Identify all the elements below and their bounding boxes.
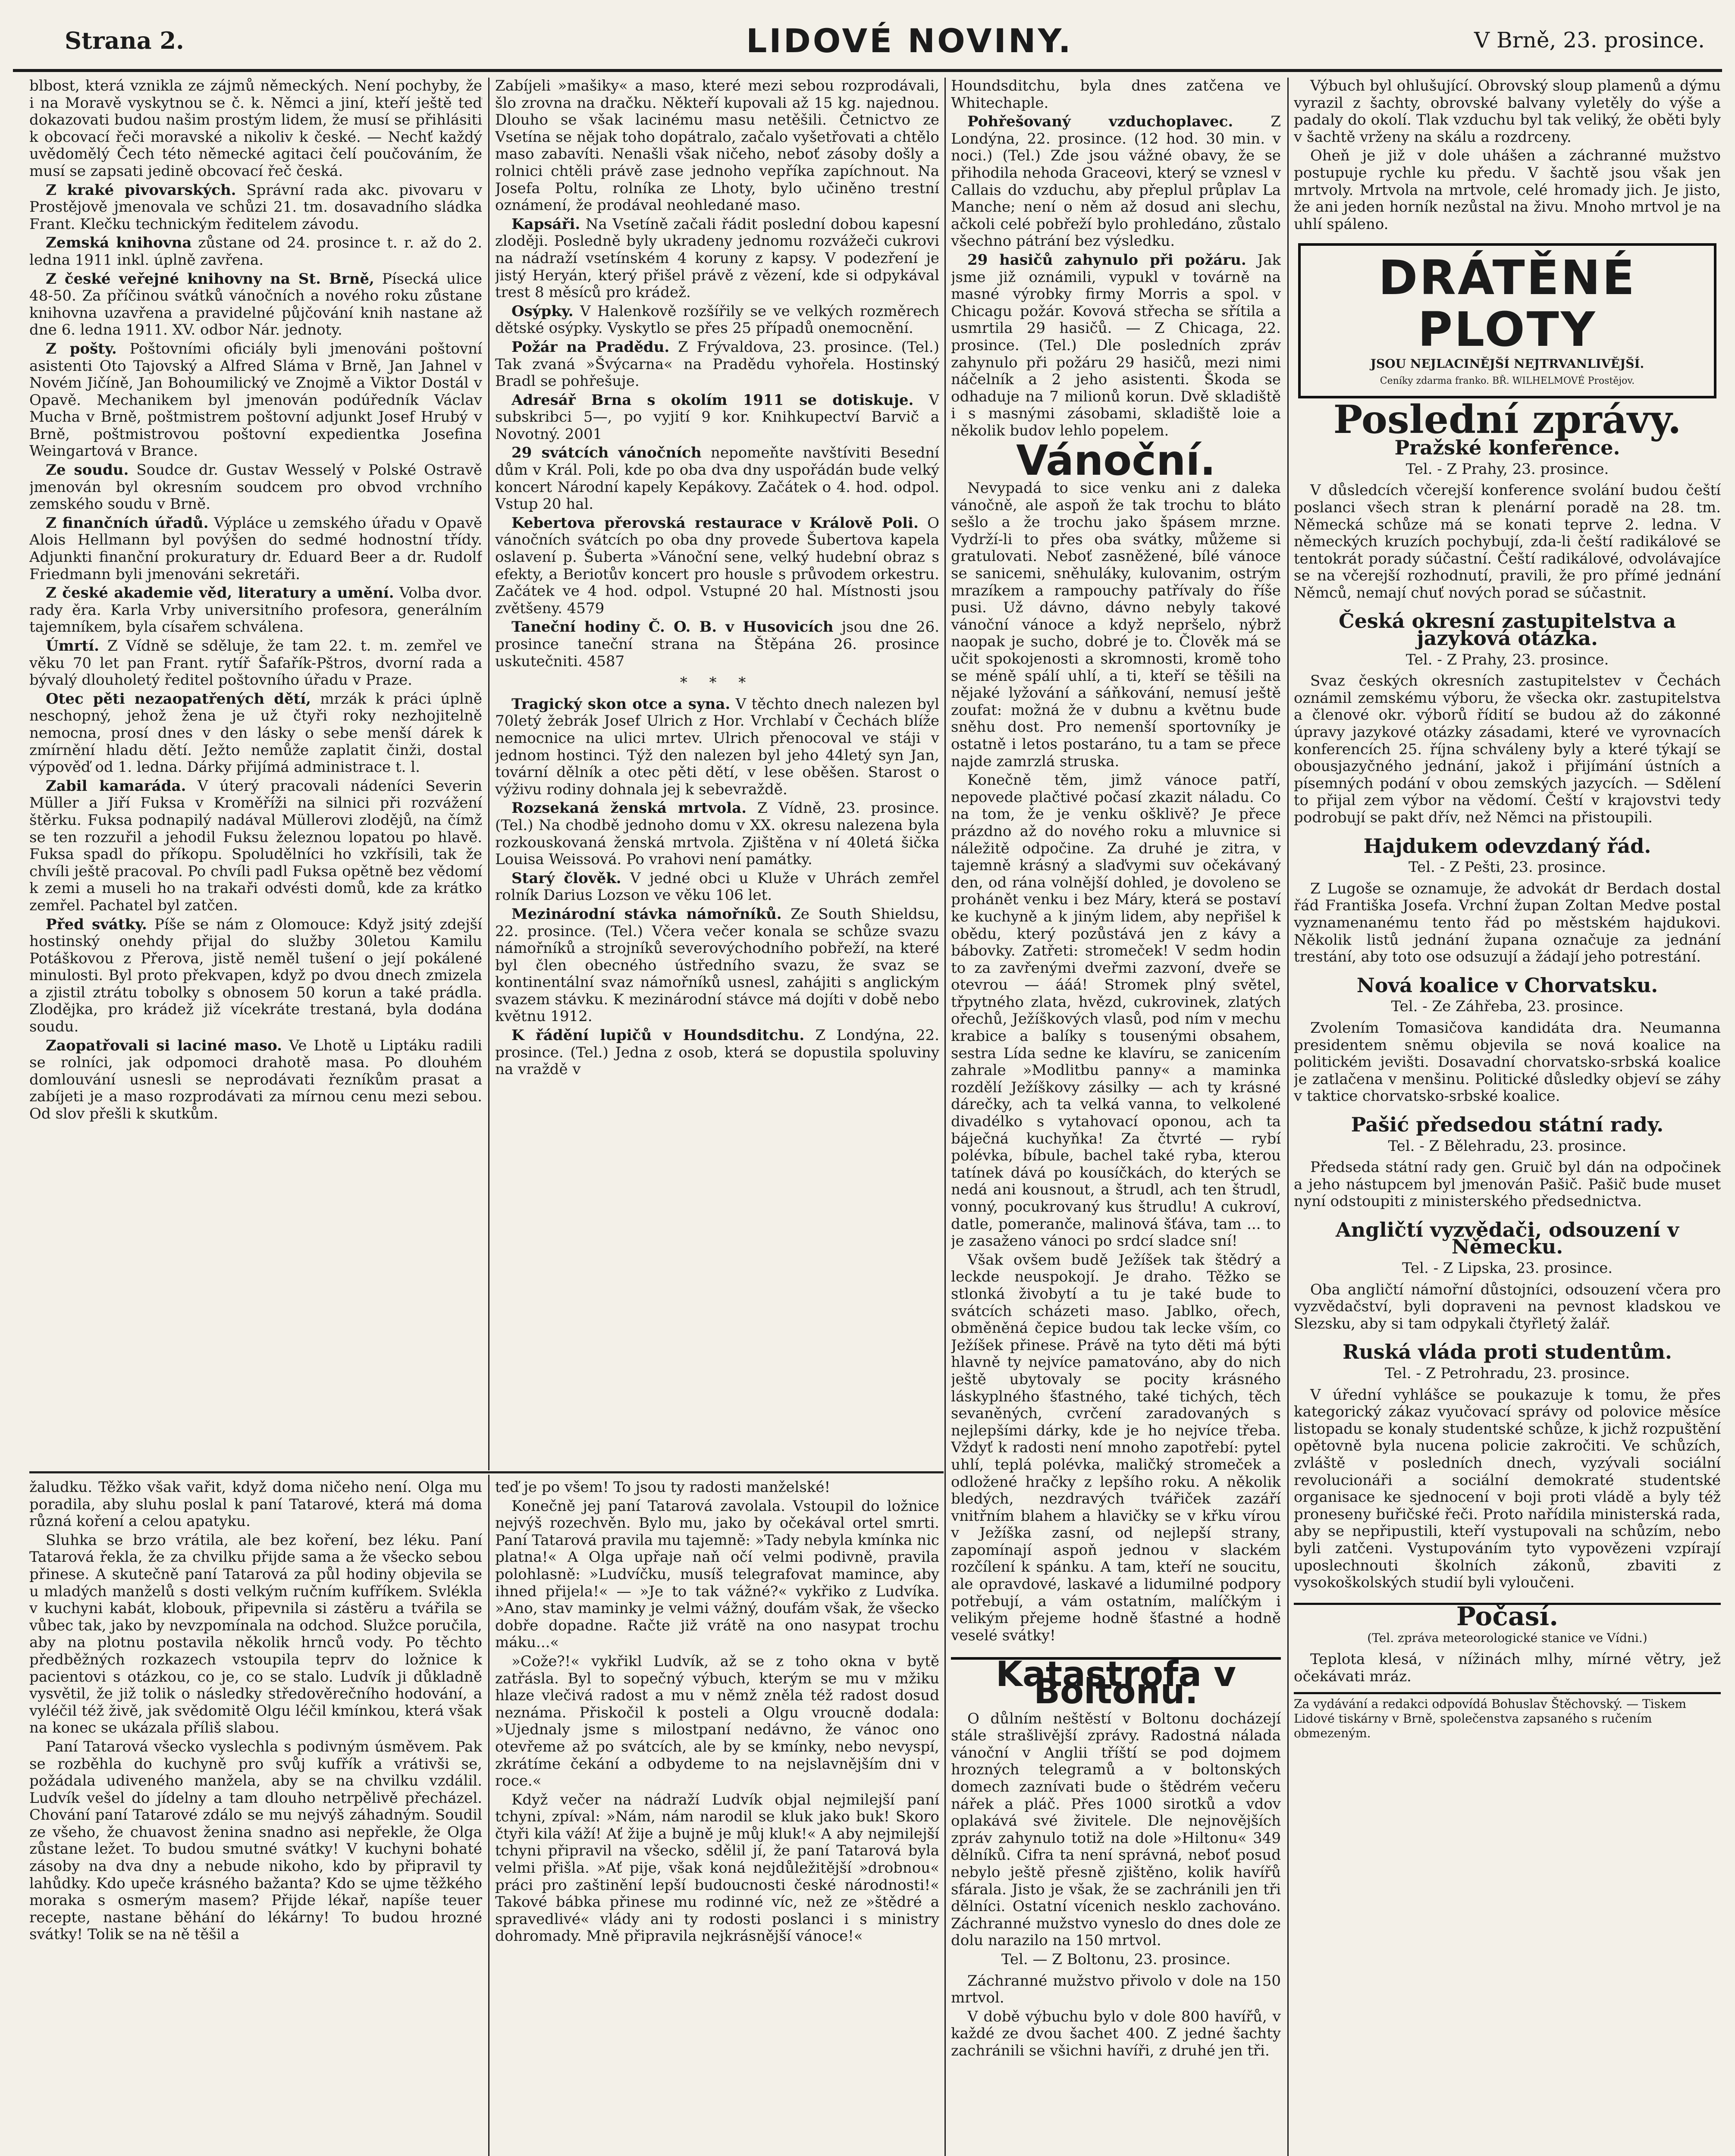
article-text: blbost, která vznikla ze zájmů německých. Není pochyby, že i na Moravě vyskytnou se č. k. Němci a jiní, kteří ještě teď dokazovati budou našim prostým lidem, že musí se přihlásiti k obcovací řeči moravské a nikoliv k české. — Nechť každý uvědomělý Čech této německé agitaci čelí poučováním, že musí se zapsati jedině obcovací řeč česká. (29, 78, 482, 180)
article-headline: Zabil kamaráda. (46, 777, 186, 795)
news-headline: Pražské konference. (1394, 436, 1620, 460)
article-text (495, 339, 939, 390)
article-text: Houndsditchu, byla dnes zatčena ve Whitechaple. (951, 78, 1281, 112)
article-text: O důlním neštěstí v Boltonu docházejí stále strašlivější zprávy. Radostná nálada vánoční v Anglii tříští se pod dojmem hrozných telegramů a v boltonských domech zaznívati bude o štědrém večeru nářek a pláč. Přes 1000 sirotků a vdov oplakává své živitele. Dle nejnovějších zpráv zahynulo totiž na dole »Hiltonu« 349 dělníků. Cifra ta není správná, neboť posud nebylo ještě přesně zjištěno, kolik havířů sfárala. Jisto je však, že se zachránili jen tři dělníci. Ostatní vícenich nesklo zachováno. Záchranné mužstvo vyneslo do dnes dole ze dolu narazilo na 150 mrtvol. (951, 1710, 1281, 1949)
article-text (29, 638, 482, 689)
news-body: V důsledcích včerejší konference svolání budou čeští poslanci všech stran k plenární poradě na 28. tm. Německá schůze má se konati teprve 2. ledna. V německých kruzích pochybují, zda-li čeští radikálové se tentokrát porady súčastní. Čeští radikálové, odvolávajíce se na včerejší rozhodnutí, pravili, že pro přímé jednání Němců, nemají chuť nových porad se súčastnit. (1294, 482, 1721, 602)
article-headline: Tragický skon otce a syna. (511, 695, 731, 713)
article-headline: Před svátky. (46, 915, 147, 933)
article-body: Z Vídně se sděluje, že tam 22. t. m. zemřel ve věku 70 let pan Frant. rytíř Šafařík-Pštros, dvorní rada a bývalý dlouholetý ředitel poštovního úřadu v Praze. (29, 637, 482, 689)
article-text (495, 392, 939, 443)
article-text (29, 778, 482, 915)
news-body: Oba angličtí námořní důstojníci, odsouzení včera pro vyzvědačství, byli dopraveni na pevnost kladskou ve Slezsku, aby si tam odpykali čtyřletý žalář. (1294, 1281, 1721, 1332)
article-body: Píše se nám z Olomouce: Když jsitý zdejší hostinský onehdy přijal do služby 30letou Kamilu Potáškovou z Přerova, jistě neměl tušení o její pokálené minulosti. Byl proto překvapen, když po dvou dnech zmizela a zjistil ztrátu tobolky s obnosem 50 korun a také prádla. Zlodějka, pro krádež již vícekráte trestaná, byla dodána soudu. (29, 915, 482, 1036)
feuilleton-text: Sluhka se brzo vrátila, ale bez koření, bez léku. Paní Tatarová řekla, že za chvilku přijde sama a že všecko sebou přinese. A skutečně paní Tatarová za půl hodiny objevila se u mladých manželů s dosti velkým ručním kufříkem. Svlékla v kuchyni kabát, klobouk, připevnila si zástěru a tvářila se vůbec tak, jako by nevzpomínala na odchod. Služce poručila, aby na plotnu postavila několik hrnců vody. Po těchto předběžných rozkazech vstoupila teprv do ložnice k pacientovi s otázkou, co je, co se stalo. Ludvík ji důkladně vysvětil, že již tolik o následky středověrečního hodování, a vyléčil též živě, jak svědomitě Olgu léčil kmínkou, která však na konec se ukázala příliš slabou. (29, 1531, 482, 1737)
article-text (495, 800, 939, 868)
article-body: Jak jsme již oznámili, vypukl v továrně na masné výrobky firmy Morris a spol. v Chicagu požár. Kovová střecha se sřítila a usmrtila 29 hasičů. — Z Chicaga, 22. prosince. (Tel.) Dle posledních zpráv zahynulo při požáru 29 hasičů, mezi nimi náčelník a 2 jeho asistenti. Škoda se odhaduje na 7 milionů korun. Dvě skladiště i s masnými zásobami, skladiště loie a několik budov lehlo popelem. (951, 251, 1281, 439)
article-headline: Starý člověk. (511, 869, 621, 887)
dateline: Tel. - Z Prahy, 23. prosince. (1406, 651, 1609, 668)
article-body: Na Vsetíně začali řádit poslední dobou kapesní zloději. Posledně byly ukradeny jednomu rozvážeči cukrovi na nádraží vsetínském 4 koruny z kapsy. V podezření je jistý Heryán, který přišel právě z vězení, kde si odpykával trest 8 měsíců pro krádež. (495, 215, 939, 301)
newspaper-title: LIDOVÉ NOVINY. (746, 22, 1073, 60)
article-text (495, 1027, 939, 1078)
article-body: Písecká ulice 48-50. Za příčinou svátků vánočních a nového roku zůstane knihovna uzavřena a pravidelné půjčování knih nastane až dne 6. ledna 1911. XV. odbor Nár. jednoty. (29, 270, 482, 339)
news-headline: Hajdukem odevzdaný řád. (1363, 834, 1651, 858)
article-body: O vánočních svátcích po oba dny provede Šubertova kapela oslavení p. Šuberta »Vánoční sene, velký hudební obraz s efekty, a Beriotův koncert pro housle s průvodem orkestru. Začátek ve 4 hod. odpol. Vstupné 20 hal. Místnosti jsou zvětšeny. 4579 (495, 514, 939, 617)
dateline: Tel. - Z Pešti, 23. prosince. (1408, 859, 1606, 876)
article-body: V subskribci 5—, po vyjití 9 kor. Knihkupectví Barvič a Novotný. 2001 (495, 391, 939, 443)
news-headline: Nová koalice v Chorvatsku. (1356, 973, 1658, 997)
article-headline: Zemská knihovna (46, 234, 192, 252)
article-body: Ze South Shieldsu, 22. prosince. (Tel.) Včera večer konala se schůze svazu námořníků a strojníků severovýchodního pobřeží, na které byl člen obecného ústředního svazu, že svaz se kontinentální svaz námořníků usnesl, zahájiti s anglickým svazem stávku. K mezinárodní stávce má dojíti v době nebo květnu 1912. (495, 905, 939, 1025)
article-headline: Požár na Pradědu. (511, 338, 670, 356)
article-body: mrzák k práci úplně neschopný, jehož žena je už čtyři roky nezhojitelně nemocna, prosí dnes v den lásky o sebe menší dárek k zmírnění hladu dětí. Ježto nemůže zaplatit činži, dostal výpověď od 1. ledna. Dárky přijímá administrace t. l. (29, 690, 482, 776)
article-headline: Zaopatřovali si laciné maso. (46, 1037, 282, 1054)
feuilleton-text: Když večer na nádraží Ludvík objal nejmilejší paní tchyni, zpíval: »Nám, nám narodil se kluk jako buk! Skoro čtyři kila váží! Ať žije a bujně je můj kluk!« A aby nejmilejší tchyni připravil na všecko, sdělil jí, že paní Tatarová byla velmi přišla. »Ať pije, však koná nejdůležitější »drobnou« práci pro zaštinění lepší budoucnosti české národnosti!« Takové bábka přinese mu rodinné víc, než ze »štědré a spravedlivé« vlády ani ty rodosti poslanci i s ministry dohromady. Mně připravila nejkrásnější vánoce!« (495, 1791, 939, 1945)
article-text (495, 303, 939, 337)
news-body: Předseda státní rady gen. Gruič byl dán na odpočinek a jeho nástupcem byl jmenován Pašič. Pašič bude muset nyní odstoupiti z ministerského předsednictva. (1294, 1159, 1721, 1210)
article-text (495, 870, 939, 904)
section-rule (29, 1471, 944, 1473)
article-body: V těchto dnech nalezen byl 70letý žebrák Josef Ulrich z Hor. Vrchlabí v Čechách blíže nemocnice na ulici mrtev. Ulrich přenocoval ve stáji v jednom hostinci. Týž den nalezen byl jeho 44letý syn Jan, tovární dělník a otec pěti dětí, v lese oběšen. Starost o výživu rodiny dohnala jej k sebevraždě. (495, 695, 939, 798)
ad-contact: Ceníky zdarma franko. BŘ. WILHELMOVÉ Prostějov. (1380, 375, 1635, 386)
article-text (29, 462, 482, 513)
article-body: Výpláce u zemského úřadu v Opavě Alois Hellmann byl povýšen do sedmé hodnostní třídy. Adjunkti finanční prokuratury dr. Eduard Beer a dr. Rudolf Friedmann byli jmenováni sekretáři. (29, 514, 482, 583)
dateline: Tel. — Z Boltonu, 23. prosince. (1001, 1950, 1231, 1968)
article-headline: Z kraké pivovarských. (46, 181, 236, 199)
article-body: zůstane od 24. prosince t. r. až do 2. ledna 1911 inkl. úplně zavřena. (29, 234, 482, 269)
article-body: Z Londýna, 22. prosince. (Tel.) Jedna z osob, která se dopustila spoluviny na vraždě v (495, 1027, 939, 1078)
article-text (951, 252, 1281, 440)
news-headline: Angličtí vyzvědači, odsouzení v Německu. (1336, 1218, 1679, 1259)
article-text (29, 515, 482, 583)
article-text: Konečně těm, jimž vánoce patří, nepovede plačtivé počasí zkazit náladu. Co na tom, že je venku ošklivě? Je přece prázdno až do nového roku a mluvnice si náležitě odpočine. Za druhé je zitra, v tajemně krásný a slaďvymi suv očekávaný den, od rána volnější dohled, je dovoleno se prohánět venku i bez Máry, která se postaví ke kuchyně a k jiným lidem, aby nepřišel k obědu, který pozůstává jen z kávy a bábovky. Zatřeti: stromeček! V sedm hodin to za zavřenými dveřmi zazvoní, dveře se otevrou — ááá! Stromek plný světel, třpytného zlata, hvězd, cukrovinek, zlatých ořechů, Ježíškových vlasů, pod ním v mechu krabice a balíky s tousenými obsahem, sestra Lída sedne ke klavíru, se zanicením zahrale »Modlitbu panny« a maminka rozdělí Ježíškovy zásilky — ach ty krásné dárečky, ach ta velká vanna, to velkolené divadélko s vytahovací oponou, ach ta báječná kuchyňka! Za čtvrté — rybí polévka, bíbule, bachel také ryba, kterou tatínek dává po kousíčkách, do kterých se nedá ani kousnout, a štrudl, ach ten štrudl, vonný, pocukrovaný kus štrudlu! A cukroví, datle, pomeranče, malinová šťáva, tam ... to je zasaženo vánoci po srdcí sladce sní! (951, 771, 1281, 1250)
article-body: Volba dvor. rady ěra. Karla Vrby universitního profesora, generálním tajemníkem, byla císařem schválena. (29, 584, 482, 636)
article-headline: Rozsekaná ženská mrtvola. (511, 799, 747, 817)
article-text (29, 182, 482, 233)
article-body: V jedné obci u Kluže v Uhrách zemřel rolník Darius Lozson ve věku 106 let. (495, 869, 939, 904)
article-text (495, 696, 939, 799)
article-text: Záchranné mužstvo přivolo v dole na 150 mrtvol. (951, 1972, 1281, 2007)
article-body: Poštovními oficiály byli jmenováni poštovní asistenti Oto Tajovský a Alfred Sláma v Brně, Jan Jahnel v Novém Jičíně, Jan Bohoumilický ve Znojmě a Viktor Dostál v Opavě. Mechanikem byl jmenován podúředník Václav Mucha v Brně, poštmistrem poštovní adjunkt Josef Hrubý v Brně, poštmistrovou poštovní expedientka Josefina Weingartová v Brance. (29, 340, 482, 460)
news-body: Zvolením Tomasičova kandidáta dra. Neumanna presidentem sněmu objevila se nová koalice na politickém jevišti. Dosavadní chorvatsko-srbská koalice je zatlačena v menšinu. Politické důsledky objeví se záhy v taktice chorvatsko-srbské koalice. (1294, 1019, 1721, 1105)
weather-body: Teplota klesá, v nížinách mlhy, mírné větry, jež očekávati mráz. (1294, 1650, 1721, 1685)
article-text (29, 271, 482, 339)
issue-date: V Brně, 23. prosince. (1474, 28, 1705, 53)
dateline: Tel. - Z Prahy, 23. prosince. (1406, 460, 1609, 478)
article-body: jsou dne 26. prosince taneční strana na Štěpána 26. prosince uskutečniti. 4587 (495, 618, 939, 670)
article-body: V úterý pracovali nádeníci Severin Müller a Jiří Fuksa v Kroměříži na silnici při rozvážení štěrku. Fuksa podnapilý nadával Müllerovi zlodějů, na čímž se ten rozzuřil a jehodil Fuksu železnou lopatou po hlavě. Fuksa spadl do příkopu. Spoludělníci ho vzkřísili, tak že chvíli ještě pracoval. Po chvíli padl Fuksa opětně bez vědomí k zemi a museli ho na trakaři odvésti domů, kde za krátko zemřel. Pachatel byl zatčen. (29, 777, 482, 914)
dateline: Tel. - Z Lipska, 23. prosince. (1402, 1260, 1613, 1277)
article-headline: Ze soudu. (46, 461, 129, 479)
article-headline: Osýpky. (511, 302, 574, 320)
article-text: Výbuch byl ohlušující. Obrovský sloup plamenů a dýmu vyrazil z šachty, obrovské balvany vyletěly do výše a padaly do okolí. Tlak vzduchu byl tak veliký, že oběti byly v šachtě vrženy na skálu a rozdrceny. (1294, 78, 1721, 146)
news-body: Z Lugoše se oznamuje, že advokát dr Berdach dostal řád Františka Josefa. Vrchní župan Zoltan Medve postal vyznamenanému tento řád po městském hajdukovi. Několik listů jednání župana označuje za jednání trestání, aby toto ose odsuzují a žádají jeho potrestání. (1294, 880, 1721, 966)
article-headline: Kebertova přerovská restaurace v Králově Poli. (511, 514, 919, 532)
article-text (951, 113, 1281, 250)
column-rule (1287, 78, 1289, 2156)
article-body: Ve Lhotě u Liptáku radili se rolníci, jak odpomoci drahotě masa. Po dlouhém domlouvání usnesli se neprodávati řezníkům prasat a zabíjeti je a maso rozprodávati za mírnou cenu mezi sebou. Od slov přešli k skutkům. (29, 1037, 482, 1123)
news-body: Svaz českých okresních zastupitelstev v Čechách oznámil zemskému výboru, že všecka okr. zastupitelstva a členové okr. výborů řídití se budou až do zákonné úpravy jazykové otázky zásadami, které ve vyrovnacích konferencích 25. října schváleny byly a které týkají se obousjazyčného jednání, jakož i přijímání ústních a písemných podání v obou zemských jazycích. — Sdělení to přijal zem výbor na vědomí. Čeští v krajovstvi tedy podrobují se pakt dřív, než Němci na přistoupili. (1294, 672, 1721, 826)
section-heading-vanocni: Vánoční. (1016, 436, 1216, 485)
article-text (495, 445, 939, 513)
article-headline: Adresář Brna s okolím 1911 se dotiskuje. (511, 391, 914, 409)
dateline: Tel. - Z Petrohradu, 23. prosince. (1384, 1365, 1630, 1382)
article-text: Oheň je již v dole uhášen a záchranné mužstvo postupuje rychle ku předu. V šachtě jsou však jen mrtvoly. Mrtvola na mrtvole, celé hromady jich. Je jisto, že ani jeden horník nezůstal na živu. Mnoho mrtvol je na uhlí spáleno. (1294, 147, 1721, 233)
feuilleton-text: žaludku. Těžko však vařit, když doma ničeho není. Olga mu poradila, aby sluhu poslal k paní Tatarové, která má doma různá koření a celou apatyku. (29, 1479, 482, 1530)
article-text: Zabíjeli »mašiky« a maso, které mezi sebou rozprodávali, šlo zrovna na dračku. Někteří kupovali až 15 kg. najednou. Dlouho se však lacinému masu netěšili. Četnictvo ze Vsetína se nějak toho dopátralo, začalo vyšetřovati a chtělo maso zabavíti. Nenašli však ničeho, neboť zásoby došly a rolnici chtěli právě zase jednoho vepříka zapíchnout. Na Josefa Poltu, rolníka ze Lhoty, bylo učiněno trestní oznámení, že prodával neohledané maso. (495, 78, 939, 214)
article-headline: Úmrtí. (46, 637, 99, 655)
article-headline: 29 svátcích vánočních (511, 444, 702, 462)
article-body: Z Londýna, 22. prosince. (12 hod. 30 min. v noci.) (Tel.) Zde jsou vážné obavy, že se přihodila nehoda Graceovi, který se vznesl v Callais do vzduchu, aby přeplul průplav La Manche; není o něm až dosud ani slechu, ačkoli celé pobřeží bylo prohledáno, zůstalo všechno pátrání bez výsledku. (951, 113, 1281, 250)
section-heading-news: Poslední zprávy. (1333, 396, 1682, 442)
article-text (29, 235, 482, 269)
column-1 (29, 78, 482, 1466)
column-rule (488, 78, 489, 1470)
feuilleton-text: teď je po všem! To jsou ty radosti manželské! (495, 1479, 831, 1496)
advertisement-box (1298, 243, 1716, 398)
article-headline: Kapsáři. (511, 215, 580, 233)
weather-heading: Počasí. (1294, 1603, 1721, 1626)
article-headline: Mezinárodní stávka námořníků. (511, 905, 782, 923)
section-separator: * * * (680, 674, 755, 692)
article-text (29, 585, 482, 636)
column-rule (944, 78, 946, 2156)
masthead (13, 9, 1722, 74)
weather-source: (Tel. zpráva meteorologické stanice ve Vídni.) (1367, 1631, 1647, 1645)
page-number: Strana 2. (65, 27, 184, 54)
article-headline: Z české veřejné knihovny na St. Brně, (46, 270, 374, 288)
article-text (495, 906, 939, 1025)
article-text (495, 619, 939, 670)
feuilleton-column-2 (495, 1479, 939, 2156)
article-text: V době výbuchu bylo v dole 800 havířů, v každé ze dvou šachet 400. Z jedné šachty zachránili se všichni havíři, z druhé jen tři. (951, 2008, 1281, 2059)
article-headline: Pohřešovaný vzduchoplavec. (967, 113, 1233, 131)
news-headline: Pašić předsedou státní rady. (1351, 1112, 1664, 1136)
article-body: V Halenkově rozšířily se ve velkých rozměrech dětské osýpky. Vyskytlo se přes 25 případů onemocnění. (495, 302, 939, 337)
news-body: V úřední vyhlášce se poukazuje k tomu, že přes kategorický zákaz vyučovací správy od polovice měsíce listopadu se konaly studentské schůze, k jichž rozpuštění opětovně byla nucena policie zakročiti. Ve schůzích, zvláště v posledních dnech, vyzývali sociální revolucionáři a sociální demokraté studentské organisace ke sjednocení v boji proti vládě a byly též proneseny buřičské řeči. Proto nařídila ministerská rada, aby se nepřipustili, kteří vystupovali na schůzím, nebo byli zatčeni. Vystupováním tyto vypovězeni vzpírají uposlechnouti školních zákonů, zbaviti z vysokoškolských studií byli vyloučeni. (1294, 1386, 1721, 1592)
column-2 (495, 78, 939, 1466)
article-body: nepomeňte navštíviti Besední dům v Král. Poli, kde po oba dva dny uspořádán bude velký koncert Národní kapely Kepákovy. Začátek o 4. hod. odpol. Vstup 20 hal. (495, 444, 939, 513)
column-4 (1294, 78, 1721, 2156)
dateline: Tel. - Ze Záhřeba, 23. prosince. (1391, 998, 1624, 1015)
article-text (29, 1037, 482, 1123)
feuilleton-text: Paní Tatarová všecko vyslechla s podivným úsměvem. Pak se rozběhla do kuchyně pro svůj kufřík a vrátivši se, požádala udiveného manžela, aby se na chvilku vzdálil. Ludvík vešel do jídelny a tam dlouho netrpělivě přecházel. Chování paní Tatarové zdálo se mu nejvýš záhadným. Soudil ze všeho, že chuavost ženina snadno asi nepřekle, že Olga zůstane ležet. To budou smutné svátky! V kuchyni bohaté zásoby na dva dny a nebude nikoho, kdo by připravil ty lahůdky. Kdo upeče krásného bažanta? Kdo se ujme těžkého moraka s osmerým masem? Přijde lékař, napíše teuer recepte, nastane běhání do lékárny! To budou hrozné svátky! Tolik se na ně těšil a (29, 1738, 482, 1943)
column-3 (951, 78, 1281, 2156)
article-headline: Z pošty. (46, 340, 117, 357)
article-body: Soudce dr. Gustav Wesselý v Polské Ostravě jmenován byl okresním soudcem pro obvod vrchního zemského soudu v Brně. (29, 461, 482, 513)
ad-subtitle: JSOU NEJLACINĚJŠÍ NEJTRVANLIVĚJŠÍ. (1370, 357, 1644, 371)
article-text (29, 691, 482, 776)
article-body: Správní rada akc. pivovaru v Prostějově jmenovala ve schůzi 21. tm. dosavadního sládka Frant. Klečku technickým ředitelem závodu. (29, 181, 482, 233)
article-headline: Otec pěti nezaopatřených dětí, (46, 690, 311, 708)
news-headline: Ruská vláda proti studentům. (1343, 1340, 1672, 1364)
imprint: Za vydávání a redakci odpovídá Bohuslav Štěchovský. — Tiskem Lidové tiskárny v Brně, společenstva zapsaného s ručením obmezeným. (1294, 1692, 1721, 1741)
article-text (495, 216, 939, 301)
feuilleton-text: »Cože?!« vykřikl Ludvík, až se z toho okna v bytě zatřásla. Byl to sopečný výbuch, kterým se mu v mžiku hlaze vlečivá radost a mu v němž zněla též radost dosud neznáma. Přiskočil k posteli a Olgu vroucně dodala: »Ujednaly jsme s milostpaní nedávno, že vánoc ono otevřeme až po svátcích, ale by se kmínky, nebo nevyspí, zkrátíme čekání a odbydeme to na nejslavnějším dni v roce.« (495, 1652, 939, 1790)
article-body: Z Frývaldova, 23. prosince. (Tel.) Tak zvaná »Švýcarna« na Pradědu vyhořela. Hostinský Bradl se pohřešuje. (495, 338, 939, 390)
article-text (29, 341, 482, 460)
article-headline: Z finančních úřadů. (46, 514, 209, 532)
article-headline: Taneční hodiny Č. O. B. v Husovicích (511, 618, 834, 636)
article-headline: Z české akademie věd, literatury a umění. (46, 584, 394, 602)
article-body: Z Vídně, 23. prosince. (Tel.) Na chodbě jednoho domu v XX. okresu nalezena byla rozkouskovaná ženská mrtvola. Zjištěna v ní 40letá šička Louisa Weissová. Po vrahovi není památky. (495, 799, 939, 868)
news-headline: Česká okresní zastupitelstva a jazyková otázka. (1339, 609, 1676, 650)
section-heading-katastrofa: Katastrofa v Boltonu. (951, 1657, 1281, 1700)
ad-title: DRÁTĚNÉ PLOTY (1378, 250, 1636, 357)
article-text: Nevypadá to sice venku ani z daleka vánočně, ale aspoň že tak trochu to bláto sešlo a že trochu jako špásem mrzne. Vydrží-li to přes oba svátky, můžeme si gratulovati. Neboť zasněžené, bílé vánoce se sanicemi, sněhuláky, kulovanim, ostrým mrazíkem a rampouchy patřívaly do říše pusi. Už dávno, dávno nebyly takové vánoční vánoce a když nepršelo, nýbrž naopak je sucho, dobré je to. Člověk má se učit spokojenosti a skromnosti, kromě toho se méně spálí uhlí, a ti, kteří se těšili na nějaké lyžování a sáňkování, nemusí ještě zoufat: možná že v dubnu a květnu bude sněhu dost. Pro nemenší sportovníky je ostatně i letos postaráno, tu a tam se přece najde zamrzlá struska. (951, 479, 1281, 770)
article-text (29, 916, 482, 1036)
dateline: Tel. - Z Bělehradu, 23. prosince. (1388, 1137, 1627, 1155)
column-rule (488, 1475, 489, 2156)
article-text (495, 515, 939, 617)
feuilleton-column-1 (29, 1479, 482, 2156)
feuilleton-text: Konečně jej paní Tatarová zavolala. Vstoupil do ložnice nejvýš rozechvěn. Bylo mu, jako by očekával ortel smrti. Paní Tatarová pravila mu tajemně: »Tady nebyla kmínka nic platna!« A Olga upřaje naň očí velmi podivně, pravila polohlasně: »Ludvíčku, musíš telegrafovat mamince, aby ihned přijela!« — »Je to tak vážné?« vykřiko z Ludvíka. »Ano, stav maminky je velmi vážný, doufám však, že všecko dobře dopadne. Račte již vrátě na ono nasypat trochu máku...« (495, 1497, 939, 1651)
article-text: Však ovšem budě Ježíšek tak štědrý a leckde neuspokojí. Je draho. Těžko se stlonká živobytí a tu je také bude to svátcích scházeti maso. Jablko, ořech, obměněná čepice budou tak lecke vším, co Ježíšek přinese. Právě na tyto děti má býti hlavně ty nejvíce pamatováno, aby do nich ještě ubytovaly se pocity krásného láskyplného šťastného, také tichých, těch sevaněných, cvrčení zaradovaných s nejlepšími dárky, kde je ho nejvíce třeba. Vždyť k radosti není mnoho zapotřebí: pytel uhlí, teplá polévka, maličký stromeček a odložené hračky z lepšího roku. A několik bledých, nezdravých tvářiček zazáří vnitřním blahem a hlavičky se v křku vírou v Ježíška zasní, od nejlepší strany, zapomínají aspoň jednou v slackém rozčílení k spánku. A tam, kteří ne soucitu, ale opravdové, laskavé a lidumilné podpory potřebují, a vám ostatním, malíčkým i velikým přejeme hodně šťastné a hodně veselé svátky! (951, 1251, 1281, 1644)
article-headline: 29 hasičů zahynulo při požáru. (967, 251, 1246, 269)
masthead-rule (13, 69, 1722, 72)
article-headline: K řádění lupičů v Houndsditchu. (511, 1027, 805, 1044)
